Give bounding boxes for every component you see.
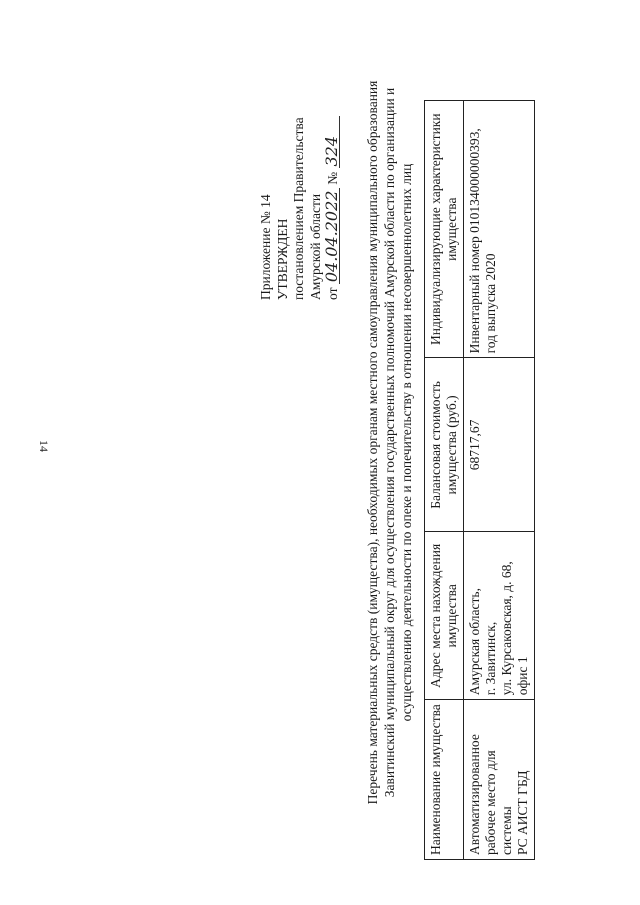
approval-block: [258, 40, 342, 300]
region-line: Амурской области: [307, 193, 323, 300]
cell-characteristics: Инвентарный номер 010134000000393, год выпуска 2020: [464, 101, 535, 358]
appendix-number: Приложение № 14: [258, 194, 273, 300]
handwritten-number: 324: [324, 117, 340, 169]
header-characteristics: Индивидуализирующие характеристики имущества: [425, 101, 464, 358]
date-prefix: от: [325, 287, 340, 300]
approved-by-line: постановлением Правительства: [291, 117, 306, 300]
cell-address: Амурская область, г. Завитинск, ул. Курсаковская, д. 68, офис 1: [464, 532, 535, 700]
handwritten-date: 04.04.2022: [324, 188, 340, 284]
approved-label: УТВЕРЖДЕН: [274, 218, 290, 300]
document-sheet: [258, 20, 588, 860]
header-address: Адрес места нахождения имущества: [425, 532, 464, 700]
page-number: 14: [37, 440, 51, 452]
table-header-row: [425, 101, 464, 860]
cell-cost: 68717,67: [464, 358, 535, 532]
title-line-2: Завитинский муниципальный округ для осуществления государственных полномочий Амурской области по организации и: [382, 87, 397, 798]
title-line-3: осуществлению деятельности по опеке и попечительству в отношении несовершеннолетних лиц: [399, 163, 414, 722]
date-number-line: [324, 40, 342, 300]
document-title: [364, 25, 415, 860]
cell-name: Автоматизированное рабочее место для системы РС АИСТ ГБД: [464, 700, 535, 860]
title-line-1: Перечень материальных средств (имущества), необходимых органам местного самоуправления муниципального образования: [365, 80, 380, 805]
table-row: [464, 101, 535, 860]
property-table: [424, 100, 535, 860]
header-name: Наименование имущества: [425, 700, 464, 860]
number-prefix: №: [325, 171, 340, 185]
header-cost: Балансовая стоимость имущества (руб.): [425, 358, 464, 532]
